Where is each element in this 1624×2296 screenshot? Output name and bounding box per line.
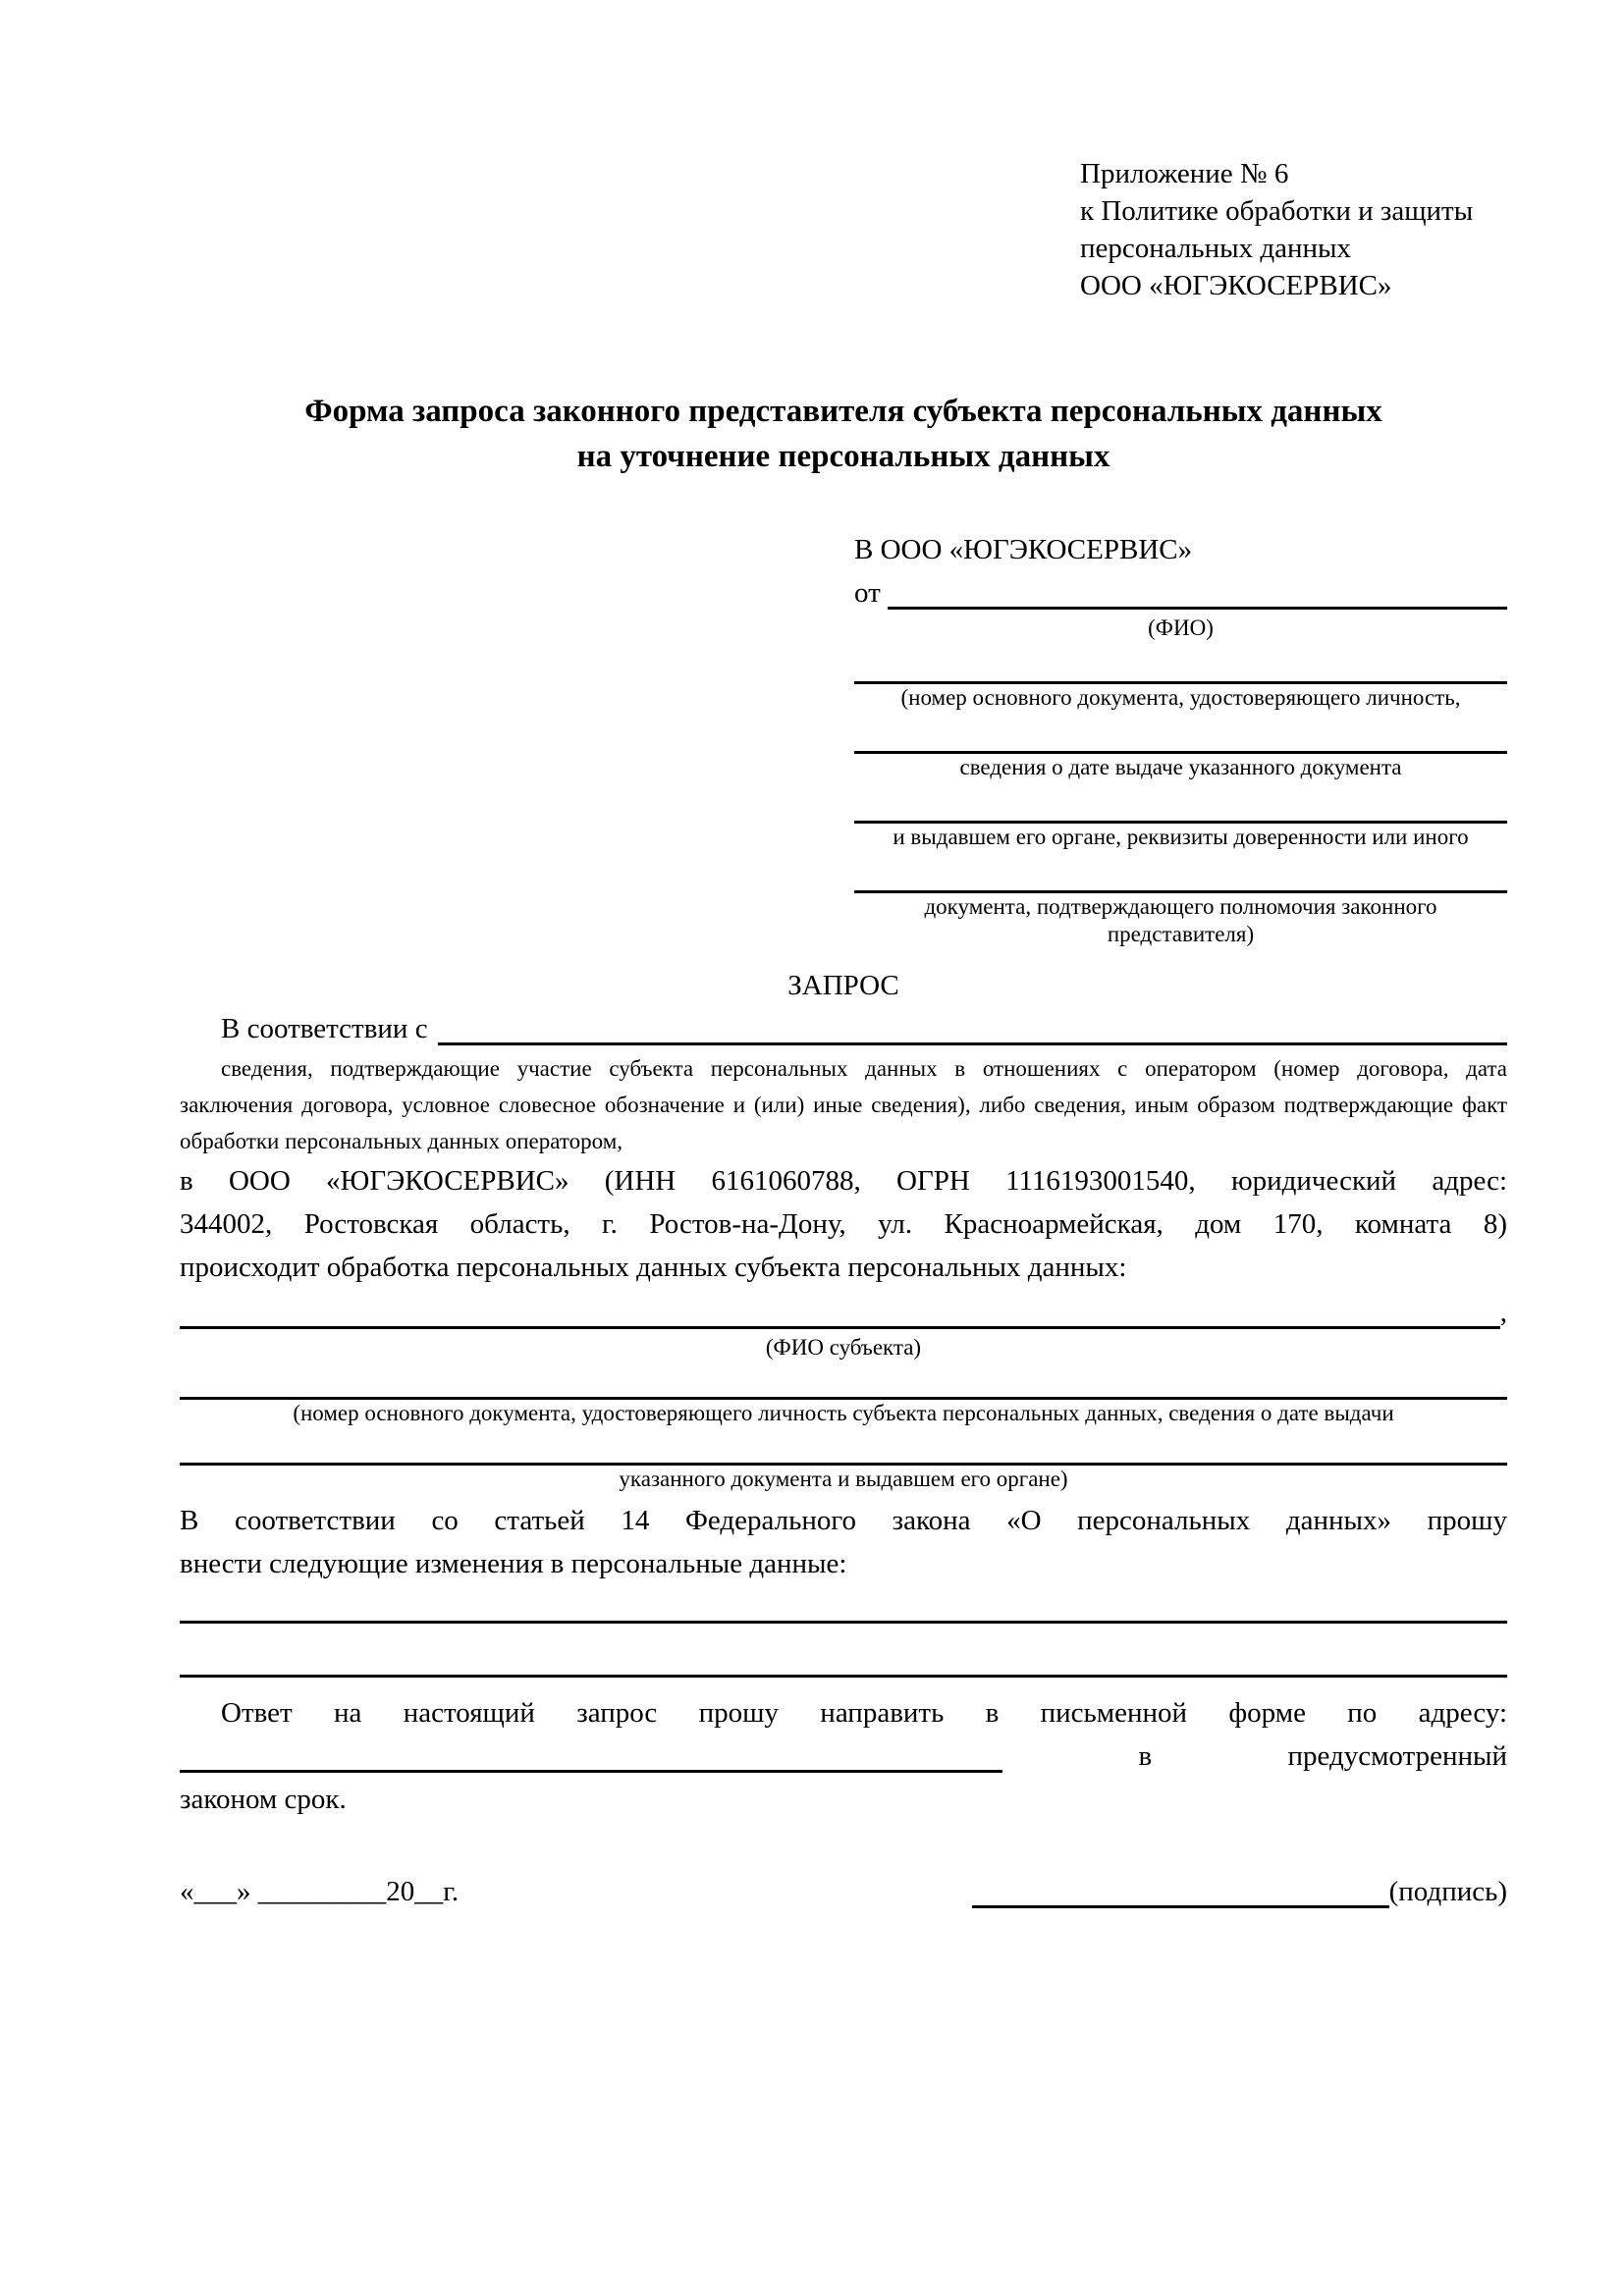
fio-blank-line (888, 607, 1507, 610)
reference-note-line: ООО «ЮГЭКОСЕРВИС» (1080, 270, 1392, 301)
signature-group (972, 1870, 1507, 1913)
blank-line-caption: сведения о дате выдаче указанного документа (959, 755, 1402, 779)
reply-address-row (180, 1735, 1507, 1778)
document-title (180, 389, 1507, 479)
blank-line-caption: и выдавшем его органе, реквизиты доверенности или иного (893, 825, 1469, 849)
fine-print-line: заключения договора, условное словесное обозначение и (или) иные сведения), либо сведения, иным образом подтверждающие факт (180, 1093, 1507, 1117)
date-signature-row (180, 1870, 1507, 1913)
trailing-comma: , (1499, 1297, 1507, 1328)
subject-document-caption: (номер основного документа, удостоверяющего личность субъекта персональных данных, сведения о дате выдачи (293, 1401, 1394, 1425)
reply-paragraph (180, 1691, 1507, 1821)
request-heading: ЗАПРОС (787, 970, 899, 1001)
reply-word: предусмотренный (1287, 1740, 1507, 1772)
addressee-block (854, 528, 1507, 948)
subject-fio-blank-line (180, 1326, 1500, 1329)
reference-note-line: Приложение № 6 (1080, 158, 1289, 189)
operator-paragraph-line: происходит обработка персональных данных субъекта персональных данных: (180, 1252, 1127, 1283)
addressee-to: В ООО «ЮГЭКОСЕРВИС» (854, 534, 1193, 565)
reply-address-blank-line (180, 1770, 1002, 1773)
fine-print-line: обработки персональных данных оператором, (180, 1129, 623, 1153)
fio-caption: (ФИО) (1148, 615, 1214, 640)
date-line: «___» _________20__г. (180, 1876, 460, 1907)
blank-line-caption: документа, подтверждающего полномочия законного представителя) (924, 894, 1437, 946)
from-row (854, 571, 1507, 614)
fine-print-line: сведения, подтверждающие участие субъекта персональных данных в отношениях с оператором (номер договора, дата (221, 1056, 1507, 1081)
operator-paragraph (180, 1159, 1507, 1289)
law-paragraph-line: В соответствии со статьей 14 Федерального закона «О персональных данных» прошу (180, 1505, 1507, 1536)
subject-document-caption: указанного документа и выдавшем его органе) (619, 1467, 1068, 1491)
fine-print-paragraph (180, 1050, 1507, 1159)
reference-note-line: персональных данных (1080, 233, 1352, 264)
operator-paragraph-line: 344002, Ростовская область, г. Ростов-на-Дону, ул. Красноармейская, дом 170, комната 8) (180, 1208, 1507, 1240)
accordance-lead-row (180, 1007, 1507, 1050)
changes-blank-line (180, 1621, 1507, 1624)
accordance-blank-line (438, 1042, 1507, 1045)
reply-paragraph-line: Ответ на настоящий запрос прошу направить в письменной форме по адресу: (221, 1697, 1507, 1729)
blank-line-caption: (номер основного документа, удостоверяющего личность, (900, 685, 1461, 710)
law-paragraph (180, 1499, 1507, 1585)
document-content (180, 155, 1507, 1913)
signature-blank-line (972, 1905, 1389, 1908)
law-paragraph-line: внести следующие изменения в персональные данные: (180, 1548, 847, 1579)
reply-paragraph-line: законом срок. (180, 1784, 347, 1815)
reply-word: в (1138, 1740, 1153, 1772)
subject-fio-row (180, 1291, 1507, 1334)
subject-fio-caption: (ФИО субъекта) (765, 1335, 922, 1360)
from-label: от (854, 577, 889, 609)
document-title-line: Форма запроса законного представителя субъекта персональных данных (304, 394, 1382, 429)
changes-blank-line (180, 1675, 1507, 1678)
document-title-line: на уточнение персональных данных (576, 439, 1110, 474)
signature-caption: (подпись) (1388, 1876, 1507, 1907)
accordance-lead-text: В соответствии с (221, 1013, 428, 1044)
operator-paragraph-line: в ООО «ЮГЭКОСЕРВИС» (ИНН 6161060788, ОГРН 1116193001540, юридический адрес: (180, 1165, 1507, 1197)
reference-note-line: к Политике обработки и защиты (1080, 195, 1474, 227)
reference-note (1080, 155, 1507, 304)
